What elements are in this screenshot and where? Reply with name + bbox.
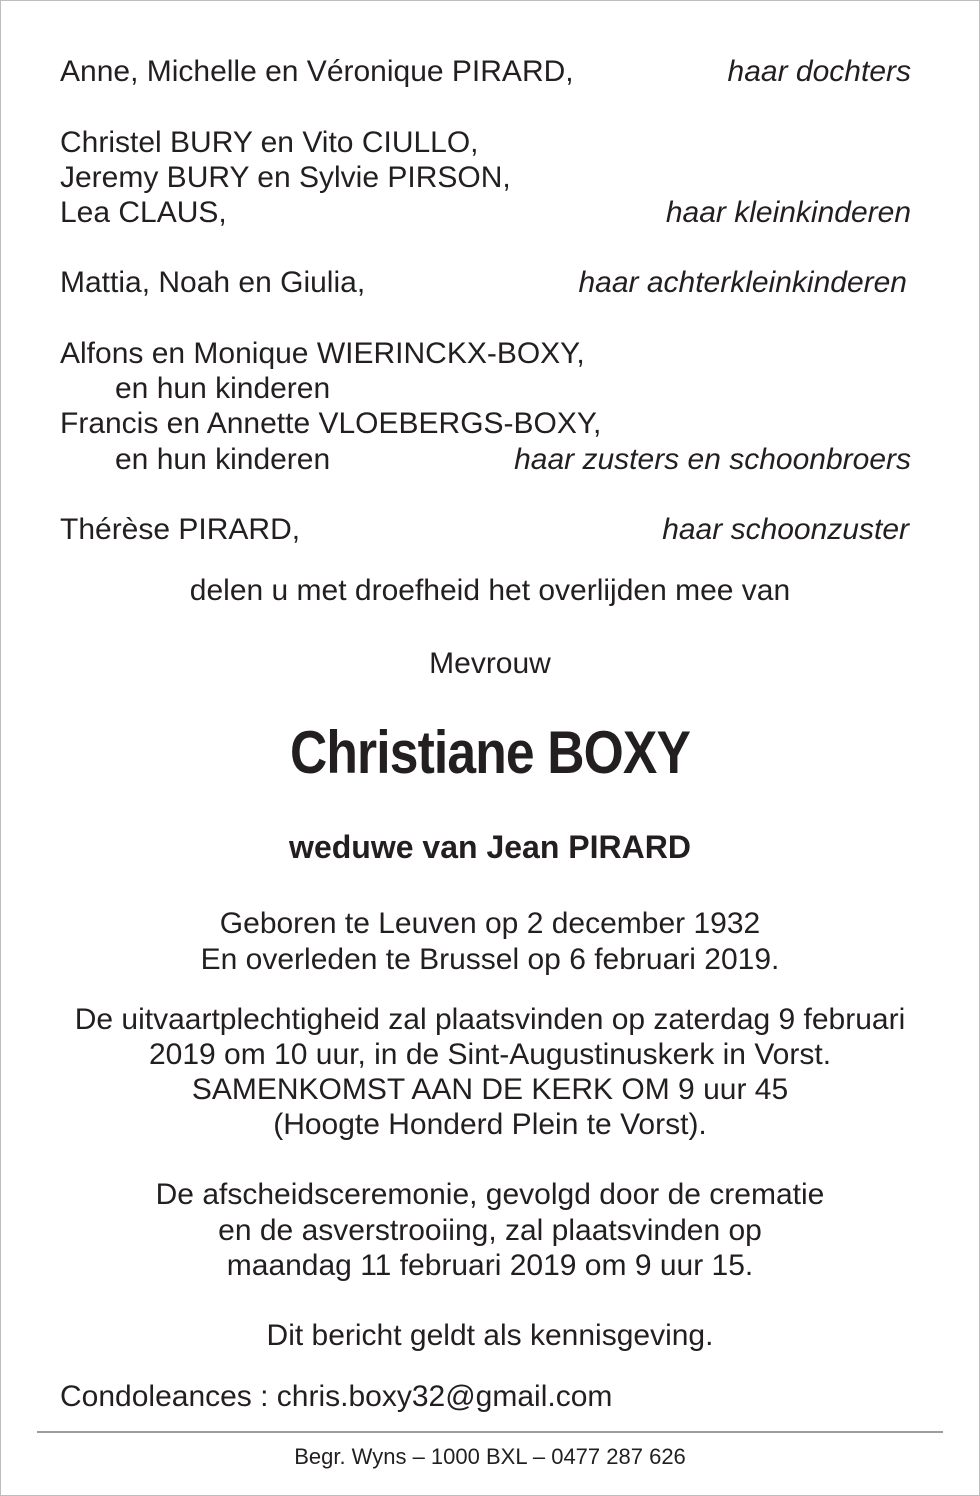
condolences-text: Condoleances : chris.boxy32@gmail.com: [60, 1380, 613, 1413]
family-entry-sisters-3: [60, 406, 911, 442]
family-relation: haar kleinkinderen: [665, 196, 911, 229]
family-entry-great-grandchildren: [60, 265, 911, 301]
family-entry-sisters-4: [60, 442, 911, 478]
widow-of: weduwe van Jean PIRARD: [289, 829, 691, 865]
condolences-line: [60, 1379, 911, 1415]
family-name: Anne, Michelle en Véronique PIRARD,: [60, 55, 574, 88]
footer-divider: [37, 1431, 943, 1433]
family-name: Francis en Annette VLOEBERGS-BOXY,: [60, 407, 602, 440]
family-name: Mattia, Noah en Giulia,: [60, 266, 366, 299]
birth-line: Geboren te Leuven op 2 december 1932: [219, 907, 761, 940]
salutation: Mevrouw: [429, 647, 551, 680]
family-entry-daughters: [60, 54, 911, 90]
funeral-line-1: De uitvaartplechtigheid zal plaatsvinden op zaterdag 9 februari: [74, 1003, 906, 1036]
family-entry-grandchildren-2: [60, 160, 911, 196]
family-entry-sisters-1: [60, 336, 911, 372]
death-line: En overleden te Brussel op 6 februari 2019.: [200, 943, 780, 976]
family-name: Lea CLAUS,: [60, 196, 227, 229]
family-name: en hun kinderen: [115, 372, 331, 405]
family-name: Thérèse PIRARD,: [60, 513, 301, 546]
notice-text: Dit bericht geldt als kennisgeving.: [266, 1319, 714, 1352]
funeral-line-3: SAMENKOMST AAN DE KERK OM 9 uur 45: [191, 1073, 789, 1106]
family-entry-sisters-2: [60, 371, 911, 407]
funeral-line-2: 2019 om 10 uur, in de Sint-Augustinuskerk in Vorst.: [148, 1038, 832, 1071]
family-relation: haar zusters en schoonbroers: [514, 443, 911, 476]
family-relation: haar schoonzuster: [662, 513, 909, 546]
family-entry-grandchildren-3: [60, 195, 911, 231]
family-entry-sister-in-law: [60, 512, 911, 548]
family-name: Alfons en Monique WIERINCKX-BOXY,: [60, 337, 585, 370]
announcement-text: delen u met droefheid het overlijden mee van: [189, 574, 791, 607]
ceremony-line-2: en de asverstrooiing, zal plaatsvinden op: [218, 1214, 762, 1247]
family-entry-grandchildren-1: [60, 125, 911, 161]
family-name: en hun kinderen: [115, 443, 331, 476]
ceremony-line-1: De afscheidsceremonie, gevolgd door de crematie: [155, 1178, 825, 1211]
funeral-line-4: (Hoogte Honderd Plein te Vorst).: [273, 1108, 707, 1141]
family-relation: haar dochters: [727, 55, 911, 88]
ceremony-line-3: maandag 11 februari 2019 om 9 uur 15.: [226, 1249, 754, 1282]
family-name: Christel BURY en Vito CIULLO,: [60, 126, 479, 159]
deceased-name: Christiane BOXY: [289, 719, 691, 786]
family-relation: haar achterkleinkinderen: [578, 266, 907, 299]
family-name: Jeremy BURY en Sylvie PIRSON,: [60, 161, 511, 194]
funeral-home-footer: Begr. Wyns – 1000 BXL – 0477 287 626: [294, 1444, 686, 1469]
